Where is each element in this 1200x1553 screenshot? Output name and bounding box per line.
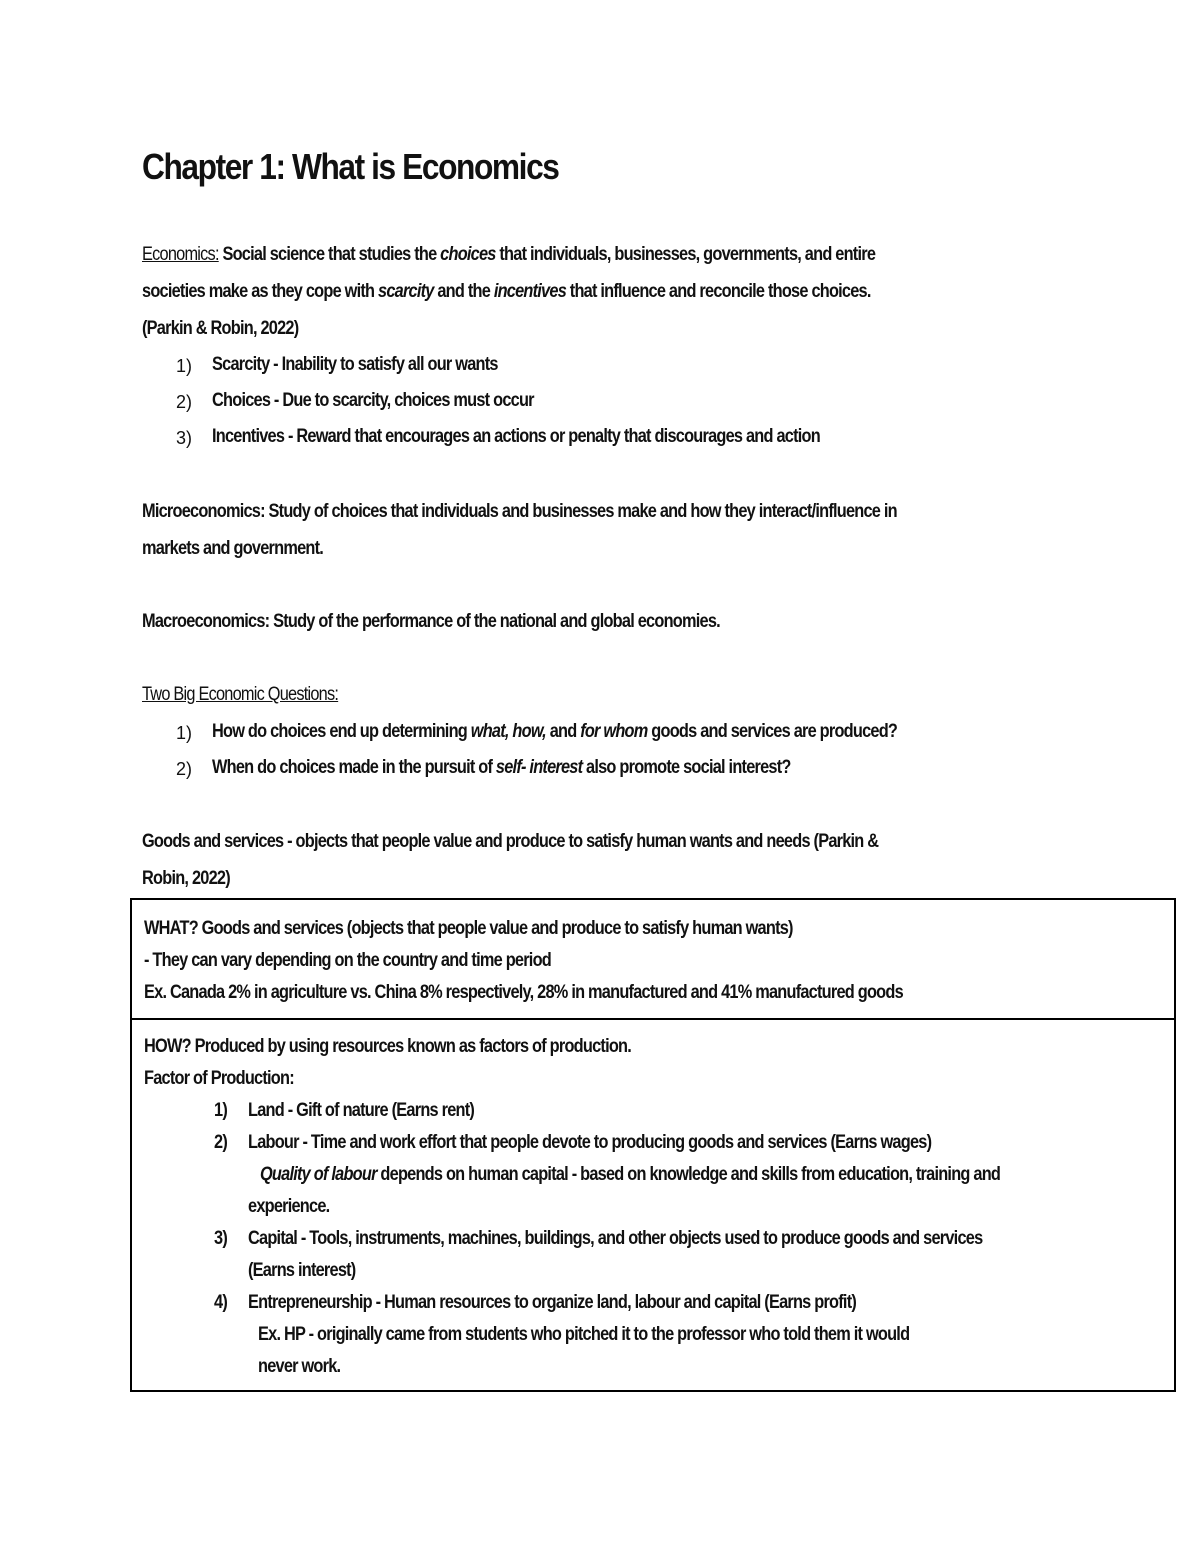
factor-entrepreneurship: Entrepreneurship - Human resources to organize land, labour and capital (Earns profit) (248, 1292, 857, 1313)
experience-line: experience. (248, 1196, 330, 1217)
goods-services-line-1: Goods and services - objects that people value and produce to satisfy human wants and needs (Parkin & (142, 831, 879, 852)
economics-definition-line-1: Economics: Social science that studies the choices that individuals, businesses, governments, and entire (142, 244, 876, 265)
list-number: 2) (176, 392, 193, 412)
list-item-choices: Choices - Due to scarcity, choices must occur (212, 390, 534, 411)
list-number: 3) (214, 1228, 227, 1249)
factor-land: Land - Gift of nature (Earns rent) (248, 1100, 475, 1121)
economics-definition-line-2: societies make as they cope with scarcity and the incentives that influence and reconcile those choices. (142, 281, 871, 302)
microeconomics-line-2: markets and government. (142, 538, 324, 559)
how-box-line-2: Factor of Production: (144, 1068, 294, 1089)
list-number: 4) (214, 1292, 227, 1313)
list-number: 2) (214, 1132, 227, 1153)
what-box-line-2: - They can vary depending on the country and time period (144, 950, 551, 971)
list-number: 1) (176, 356, 193, 376)
page-title: Chapter 1: What is Economics (142, 146, 559, 187)
list-item-scarcity: Scarcity - Inability to satisfy all our wants (212, 354, 498, 375)
goods-services-line-2: Robin, 2022) (142, 868, 230, 889)
what-box-line-1: WHAT? Goods and services (objects that people value and produce to satisfy human wants) (144, 918, 793, 939)
what-box-line-3: Ex. Canada 2% in agriculture vs. China 8% respectively, 28% in manufactured and 41% manufactured goods (144, 982, 903, 1003)
quality-of-labour-line: Quality of labour depends on human capital - based on knowledge and skills from education, training and (260, 1164, 1001, 1185)
list-number: 3) (176, 428, 193, 448)
factor-capital: Capital - Tools, instruments, machines, buildings, and other objects used to produce goods and services (248, 1228, 983, 1249)
questions-heading: Two Big Economic Questions: (142, 684, 339, 705)
list-item-incentives: Incentives - Reward that encourages an actions or penalty that discourages and action (212, 426, 820, 447)
question-2: When do choices made in the pursuit of self- interest also promote social interest? (212, 757, 791, 778)
hp-example-line-1: Ex. HP - originally came from students who pitched it to the professor who told them it would (258, 1324, 910, 1345)
microeconomics-line-1: Microeconomics: Study of choices that individuals and businesses make and how they interact/influence in (142, 501, 897, 522)
economics-citation: (Parkin & Robin, 2022) (142, 318, 299, 339)
macroeconomics-line: Macroeconomics: Study of the performance of the national and global economies. (142, 611, 720, 632)
list-number: 1) (176, 723, 193, 743)
how-box-line-1: HOW? Produced by using resources known as factors of production. (144, 1036, 632, 1057)
hp-example-line-2: never work. (258, 1356, 341, 1377)
what-box (130, 898, 1176, 1020)
capital-continuation: (Earns interest) (248, 1260, 356, 1281)
economics-term: Economics: (142, 244, 219, 265)
list-number: 2) (176, 759, 193, 779)
list-number: 1) (214, 1100, 227, 1121)
factor-labour: Labour - Time and work effort that people devote to producing goods and services (Earns wages) (248, 1132, 932, 1153)
how-box (130, 1018, 1176, 1392)
question-1: How do choices end up determining what, how, and for whom goods and services are produced? (212, 721, 898, 742)
